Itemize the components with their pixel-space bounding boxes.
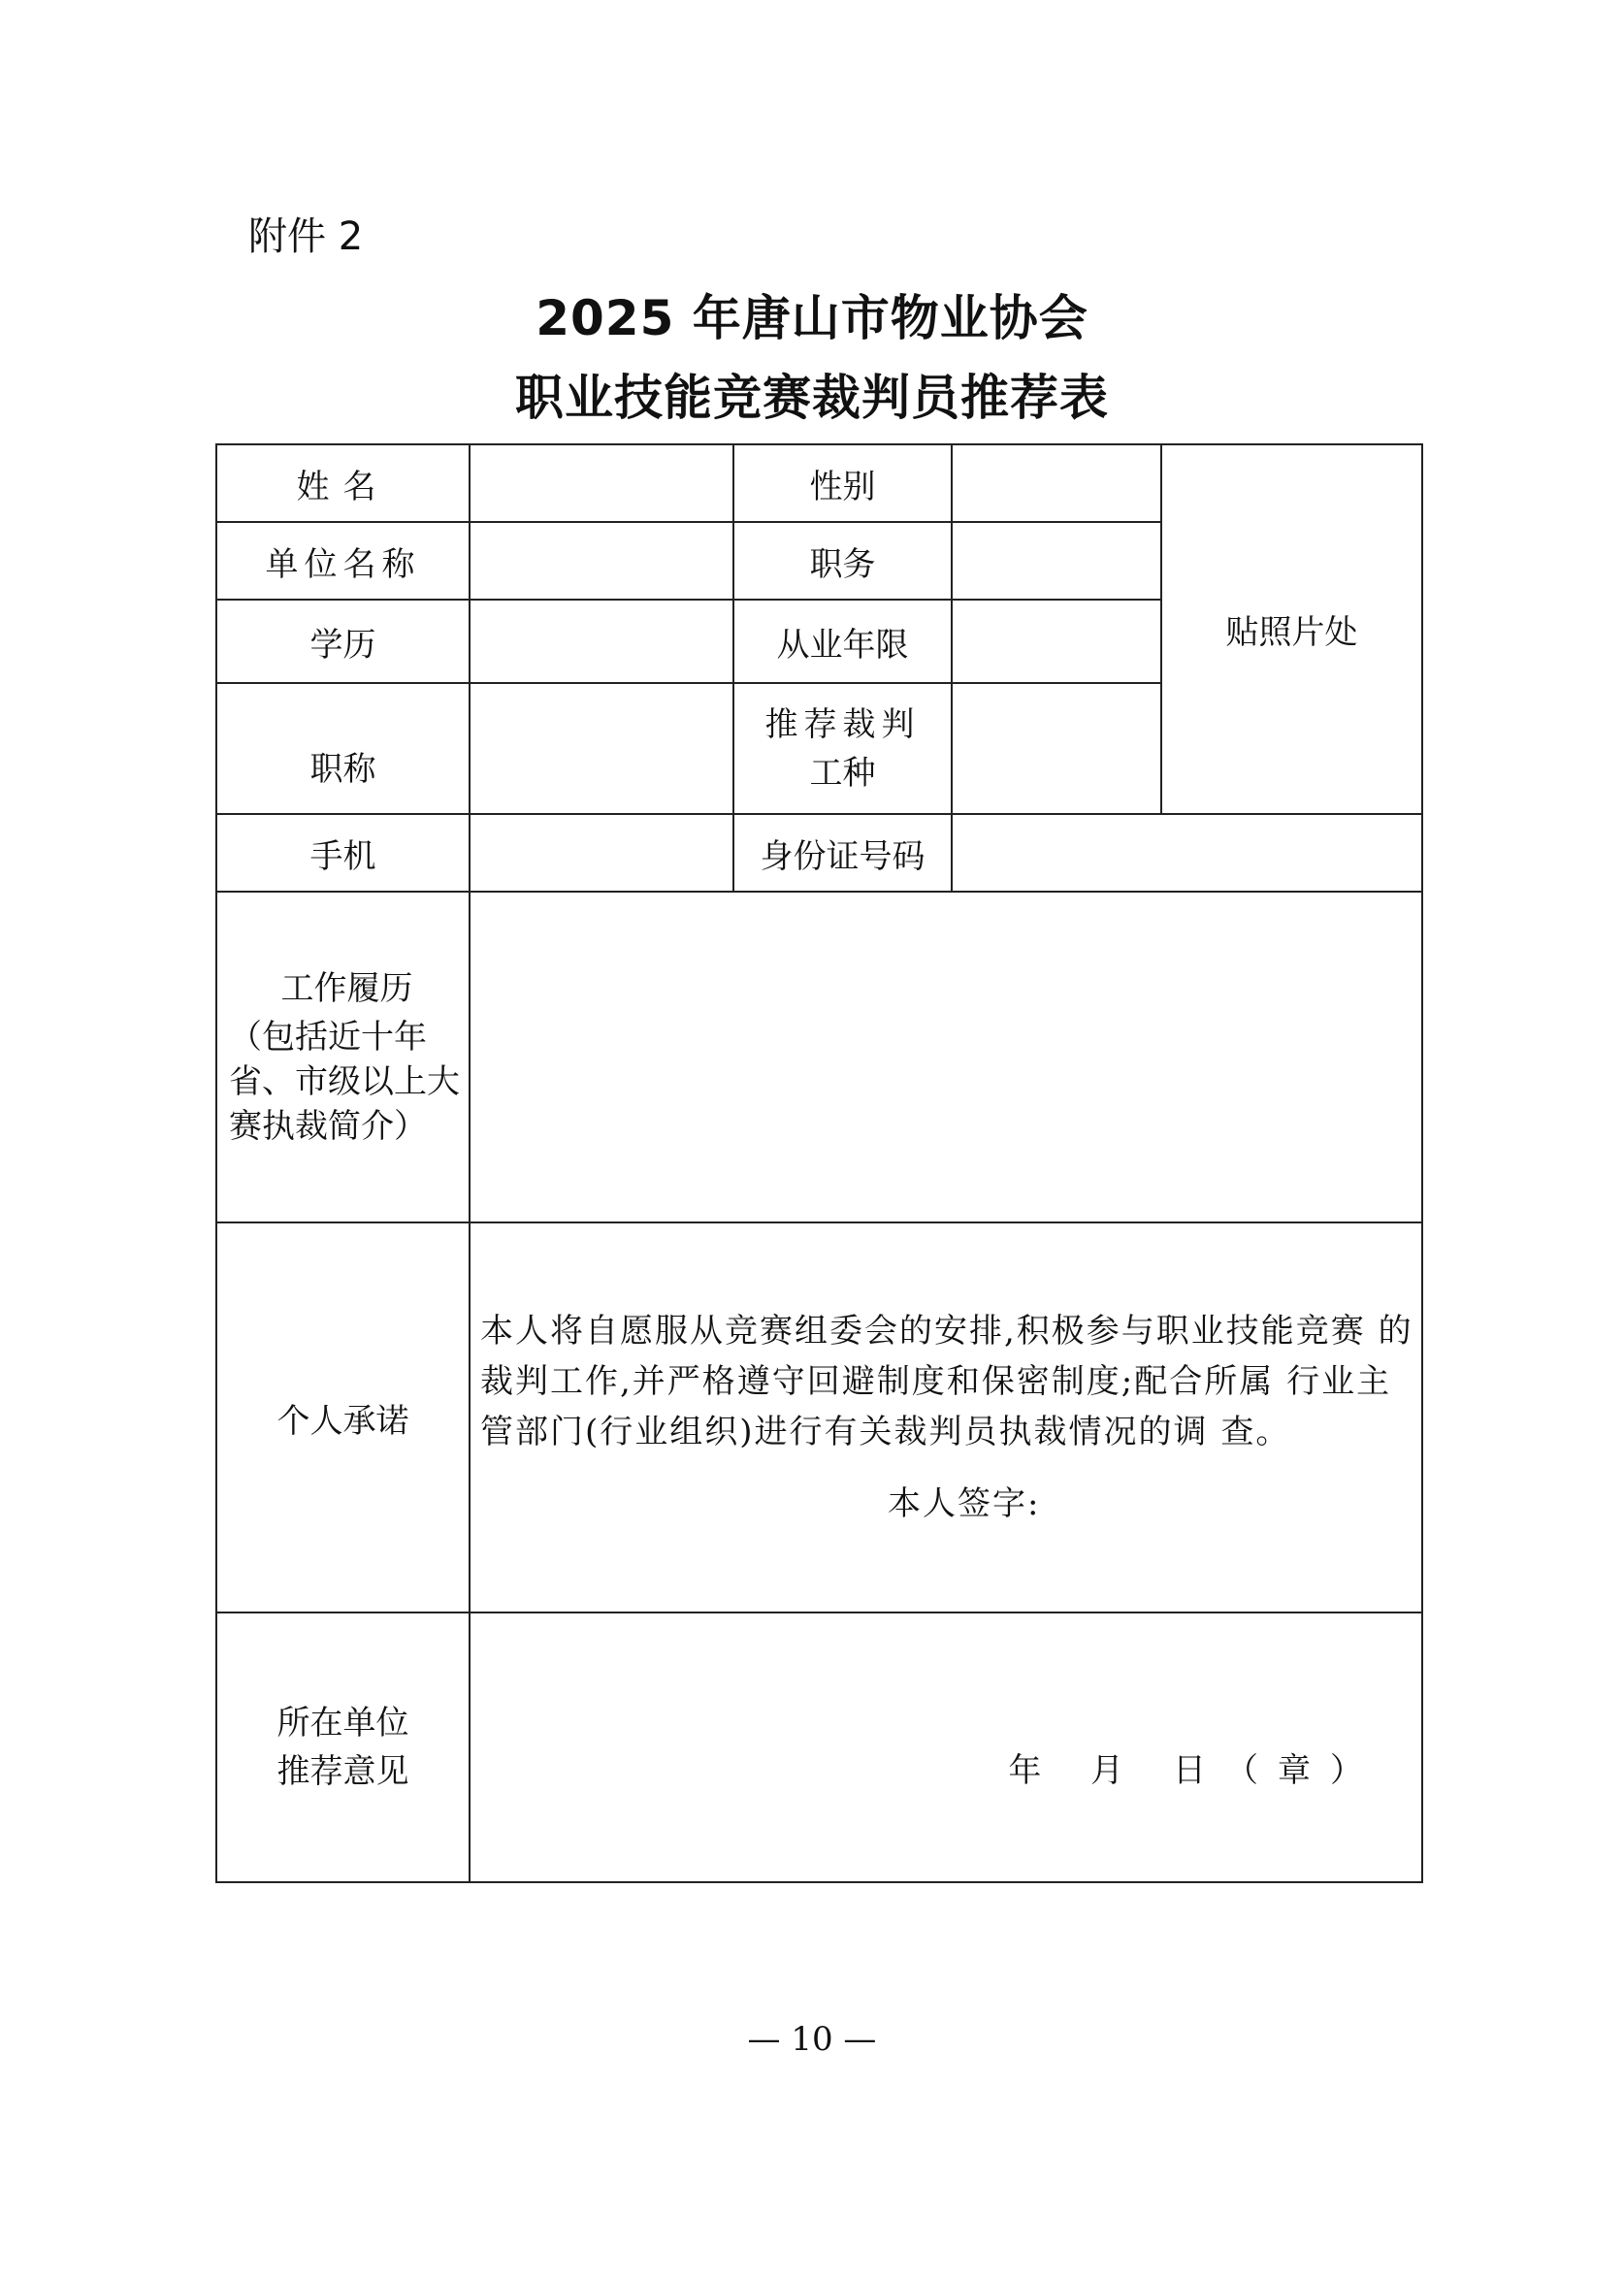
recommendation-form-table <box>215 443 1423 1883</box>
unit-field[interactable] <box>470 522 733 600</box>
position-field[interactable] <box>952 522 1161 600</box>
unit-opinion-field[interactable] <box>470 1612 1422 1882</box>
position-label: 职务 <box>733 522 952 600</box>
unit-label: 单位名称 <box>216 522 470 600</box>
phone-field[interactable] <box>470 814 733 892</box>
name-label: 姓名 <box>216 444 470 522</box>
signature-label: 本人签字: <box>888 1484 1041 1523</box>
photo-box[interactable] <box>1161 444 1422 814</box>
document-title-line-2: 职业技能竞赛裁判员推荐表 <box>515 370 1109 426</box>
education-label: 学历 <box>216 600 470 683</box>
promise-text: 本人将自愿服从竞赛组委会的安排,积极参与职业技能竞赛 的裁判工作,并严格遵守回避制度和保密制度;配合所属 行业主管部门(行业组织)进行有关裁判员执裁情况的调 查。 <box>480 1312 1413 1451</box>
education-field[interactable] <box>470 600 733 683</box>
professional-title-label: 职称 <box>216 683 470 814</box>
professional-title-field[interactable] <box>470 683 733 814</box>
id-number-field[interactable] <box>952 814 1422 892</box>
gender-field[interactable] <box>952 444 1161 522</box>
document-title-line-1: 2025 年唐山市物业协会 <box>536 290 1088 346</box>
attachment-label: 附件 2 <box>248 214 364 259</box>
phone-label: 手机 <box>216 814 470 892</box>
personal-promise-cell <box>470 1222 1422 1612</box>
date-stamp-line: 年 月 日（章） <box>1008 1750 1382 1790</box>
personal-promise-label: 个人承诺 <box>216 1222 470 1612</box>
unit-opinion-label: 所在单位 推荐意见 <box>216 1612 470 1882</box>
gender-label: 性别 <box>733 444 952 522</box>
years-field[interactable] <box>952 600 1161 683</box>
work-history-label: 工作履历 （包括近十年省、市级以上大赛执裁简介） <box>216 892 470 1222</box>
judge-type-field[interactable] <box>952 683 1161 814</box>
years-label: 从业年限 <box>733 600 952 683</box>
photo-label: 贴照片处 <box>1225 613 1358 652</box>
judge-type-label: 推荐裁判 工种 <box>733 683 952 814</box>
name-field[interactable] <box>470 444 733 522</box>
id-number-label: 身份证号码 <box>733 814 952 892</box>
page-number: — 10 — <box>747 2020 877 2059</box>
work-history-field[interactable] <box>470 892 1422 1222</box>
